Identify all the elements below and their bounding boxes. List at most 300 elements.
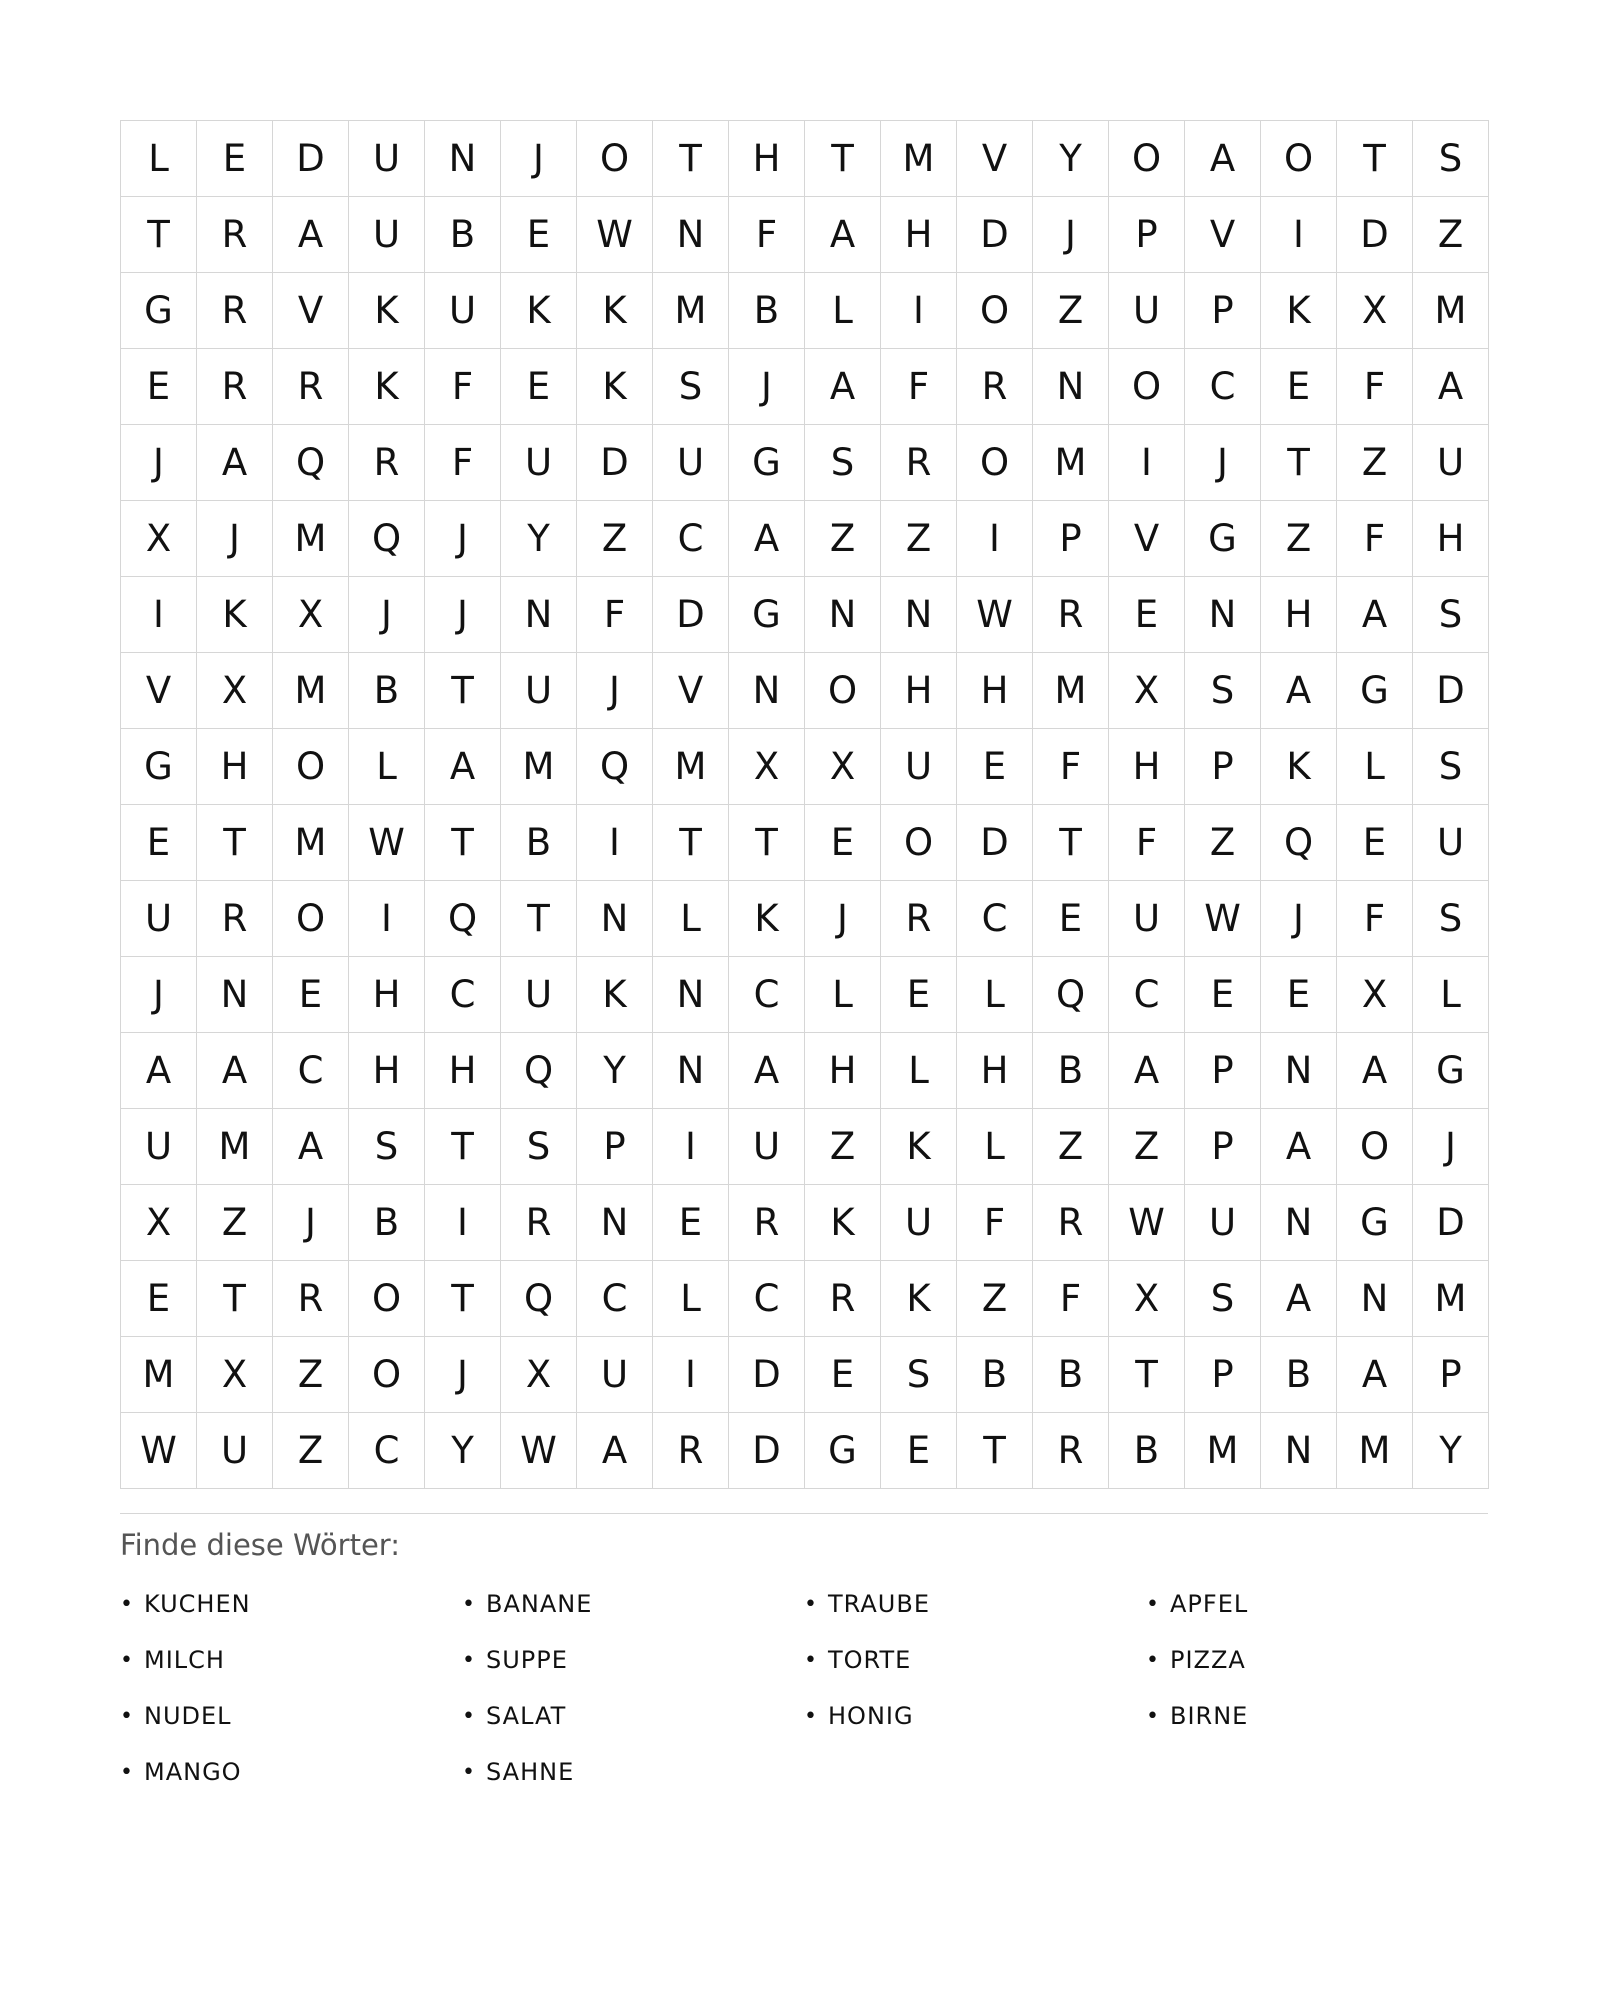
grid-cell[interactable]: A — [1337, 1033, 1413, 1109]
grid-cell[interactable]: H — [1261, 577, 1337, 653]
grid-cell[interactable]: Z — [1185, 805, 1261, 881]
grid-cell[interactable]: O — [273, 729, 349, 805]
grid-cell[interactable]: L — [957, 1109, 1033, 1185]
grid-cell[interactable]: R — [881, 881, 957, 957]
grid-cell[interactable]: A — [1261, 653, 1337, 729]
grid-cell[interactable]: T — [425, 653, 501, 729]
grid-cell[interactable]: I — [957, 501, 1033, 577]
grid-cell[interactable]: E — [957, 729, 1033, 805]
grid-cell[interactable]: Z — [577, 501, 653, 577]
grid-cell[interactable]: T — [1337, 121, 1413, 197]
grid-cell[interactable]: B — [349, 1185, 425, 1261]
grid-cell[interactable]: N — [1261, 1413, 1337, 1489]
grid-cell[interactable]: G — [729, 577, 805, 653]
grid-cell[interactable]: B — [1033, 1033, 1109, 1109]
grid-cell[interactable]: N — [197, 957, 273, 1033]
grid-cell[interactable]: S — [501, 1109, 577, 1185]
grid-cell[interactable]: F — [1033, 1261, 1109, 1337]
grid-cell[interactable]: J — [1185, 425, 1261, 501]
grid-cell[interactable]: J — [577, 653, 653, 729]
grid-cell[interactable]: N — [577, 1185, 653, 1261]
grid-cell[interactable]: G — [1185, 501, 1261, 577]
grid-cell[interactable]: S — [1185, 653, 1261, 729]
grid-cell[interactable]: Z — [1033, 273, 1109, 349]
grid-cell[interactable]: O — [957, 425, 1033, 501]
grid-cell[interactable]: A — [805, 349, 881, 425]
grid-cell[interactable]: N — [729, 653, 805, 729]
grid-cell[interactable]: J — [121, 425, 197, 501]
grid-cell[interactable]: Y — [1033, 121, 1109, 197]
grid-cell[interactable]: R — [881, 425, 957, 501]
grid-cell[interactable]: M — [273, 653, 349, 729]
grid-cell[interactable]: C — [957, 881, 1033, 957]
grid-cell[interactable]: V — [1109, 501, 1185, 577]
grid-cell[interactable]: B — [957, 1337, 1033, 1413]
grid-cell[interactable]: H — [425, 1033, 501, 1109]
grid-cell[interactable]: W — [957, 577, 1033, 653]
grid-cell[interactable]: M — [653, 729, 729, 805]
grid-cell[interactable]: U — [121, 881, 197, 957]
grid-cell[interactable]: X — [805, 729, 881, 805]
grid-cell[interactable]: P — [577, 1109, 653, 1185]
grid-cell[interactable]: T — [121, 197, 197, 273]
grid-cell[interactable]: D — [729, 1337, 805, 1413]
grid-cell[interactable]: R — [197, 197, 273, 273]
grid-cell[interactable]: S — [1413, 577, 1489, 653]
grid-cell[interactable]: X — [121, 501, 197, 577]
grid-cell[interactable]: Z — [957, 1261, 1033, 1337]
grid-cell[interactable]: J — [729, 349, 805, 425]
grid-cell[interactable]: F — [881, 349, 957, 425]
grid-cell[interactable]: E — [881, 1413, 957, 1489]
grid-cell[interactable]: H — [1109, 729, 1185, 805]
grid-cell[interactable]: B — [729, 273, 805, 349]
grid-cell[interactable]: Q — [577, 729, 653, 805]
grid-cell[interactable]: M — [1033, 425, 1109, 501]
grid-cell[interactable]: O — [805, 653, 881, 729]
grid-cell[interactable]: M — [501, 729, 577, 805]
grid-cell[interactable]: K — [577, 957, 653, 1033]
grid-cell[interactable]: B — [1109, 1413, 1185, 1489]
grid-cell[interactable]: O — [349, 1337, 425, 1413]
grid-cell[interactable]: M — [1185, 1413, 1261, 1489]
grid-cell[interactable]: D — [957, 197, 1033, 273]
grid-cell[interactable]: E — [1185, 957, 1261, 1033]
grid-cell[interactable]: Y — [425, 1413, 501, 1489]
grid-cell[interactable]: U — [1413, 805, 1489, 881]
grid-cell[interactable]: T — [653, 805, 729, 881]
grid-cell[interactable]: Z — [273, 1413, 349, 1489]
grid-cell[interactable]: T — [653, 121, 729, 197]
grid-cell[interactable]: I — [349, 881, 425, 957]
grid-cell[interactable]: X — [1109, 1261, 1185, 1337]
grid-cell[interactable]: I — [881, 273, 957, 349]
grid-cell[interactable]: H — [1413, 501, 1489, 577]
grid-cell[interactable]: R — [1033, 1185, 1109, 1261]
grid-cell[interactable]: U — [881, 729, 957, 805]
grid-cell[interactable]: Z — [197, 1185, 273, 1261]
grid-cell[interactable]: A — [1337, 577, 1413, 653]
grid-cell[interactable]: D — [273, 121, 349, 197]
grid-cell[interactable]: Q — [501, 1261, 577, 1337]
grid-cell[interactable]: R — [653, 1413, 729, 1489]
grid-cell[interactable]: A — [197, 425, 273, 501]
grid-cell[interactable]: J — [1413, 1109, 1489, 1185]
grid-cell[interactable]: O — [1261, 121, 1337, 197]
grid-cell[interactable]: L — [1337, 729, 1413, 805]
grid-cell[interactable]: M — [273, 501, 349, 577]
grid-cell[interactable]: S — [349, 1109, 425, 1185]
grid-cell[interactable]: N — [653, 1033, 729, 1109]
grid-cell[interactable]: K — [729, 881, 805, 957]
grid-cell[interactable]: M — [1413, 1261, 1489, 1337]
grid-cell[interactable]: Z — [1337, 425, 1413, 501]
grid-cell[interactable]: E — [1261, 349, 1337, 425]
grid-cell[interactable]: B — [501, 805, 577, 881]
grid-cell[interactable]: U — [653, 425, 729, 501]
grid-cell[interactable]: O — [1337, 1109, 1413, 1185]
grid-cell[interactable]: L — [881, 1033, 957, 1109]
grid-cell[interactable]: H — [349, 1033, 425, 1109]
grid-cell[interactable]: C — [1185, 349, 1261, 425]
grid-cell[interactable]: H — [349, 957, 425, 1033]
grid-cell[interactable]: D — [1413, 653, 1489, 729]
grid-cell[interactable]: W — [349, 805, 425, 881]
grid-cell[interactable]: N — [577, 881, 653, 957]
grid-cell[interactable]: S — [1413, 121, 1489, 197]
grid-cell[interactable]: M — [197, 1109, 273, 1185]
grid-cell[interactable]: K — [501, 273, 577, 349]
grid-cell[interactable]: B — [349, 653, 425, 729]
grid-cell[interactable]: I — [653, 1337, 729, 1413]
grid-cell[interactable]: A — [1109, 1033, 1185, 1109]
grid-cell[interactable]: R — [197, 881, 273, 957]
grid-cell[interactable]: Z — [805, 1109, 881, 1185]
grid-cell[interactable]: K — [577, 349, 653, 425]
grid-cell[interactable]: G — [805, 1413, 881, 1489]
grid-cell[interactable]: X — [121, 1185, 197, 1261]
grid-cell[interactable]: A — [1413, 349, 1489, 425]
grid-cell[interactable]: U — [577, 1337, 653, 1413]
grid-cell[interactable]: L — [121, 121, 197, 197]
grid-cell[interactable]: I — [1109, 425, 1185, 501]
grid-cell[interactable]: C — [425, 957, 501, 1033]
grid-cell[interactable]: E — [1033, 881, 1109, 957]
grid-cell[interactable]: O — [1109, 349, 1185, 425]
grid-cell[interactable]: F — [577, 577, 653, 653]
grid-cell[interactable]: J — [197, 501, 273, 577]
grid-cell[interactable]: M — [1337, 1413, 1413, 1489]
grid-cell[interactable]: C — [729, 957, 805, 1033]
grid-cell[interactable]: A — [1261, 1109, 1337, 1185]
grid-cell[interactable]: U — [729, 1109, 805, 1185]
grid-cell[interactable]: G — [1337, 1185, 1413, 1261]
grid-cell[interactable]: X — [197, 1337, 273, 1413]
grid-cell[interactable]: Q — [1261, 805, 1337, 881]
grid-cell[interactable]: A — [729, 501, 805, 577]
grid-cell[interactable]: E — [273, 957, 349, 1033]
grid-cell[interactable]: H — [805, 1033, 881, 1109]
grid-cell[interactable]: J — [1033, 197, 1109, 273]
grid-cell[interactable]: Y — [501, 501, 577, 577]
grid-cell[interactable]: A — [1337, 1337, 1413, 1413]
grid-cell[interactable]: N — [1185, 577, 1261, 653]
grid-cell[interactable]: D — [1337, 197, 1413, 273]
grid-cell[interactable]: A — [729, 1033, 805, 1109]
grid-cell[interactable]: U — [501, 653, 577, 729]
grid-cell[interactable]: F — [1109, 805, 1185, 881]
grid-cell[interactable]: G — [729, 425, 805, 501]
grid-cell[interactable]: I — [1261, 197, 1337, 273]
grid-cell[interactable]: K — [349, 349, 425, 425]
grid-cell[interactable]: J — [425, 577, 501, 653]
grid-cell[interactable]: J — [273, 1185, 349, 1261]
grid-cell[interactable]: X — [197, 653, 273, 729]
grid-cell[interactable]: N — [653, 957, 729, 1033]
grid-cell[interactable]: F — [1033, 729, 1109, 805]
grid-cell[interactable]: R — [273, 349, 349, 425]
grid-cell[interactable]: K — [1261, 729, 1337, 805]
grid-cell[interactable]: U — [1413, 425, 1489, 501]
grid-cell[interactable]: N — [653, 197, 729, 273]
grid-cell[interactable]: N — [1337, 1261, 1413, 1337]
grid-cell[interactable]: Z — [1109, 1109, 1185, 1185]
grid-cell[interactable]: U — [121, 1109, 197, 1185]
grid-cell[interactable]: F — [425, 349, 501, 425]
grid-cell[interactable]: U — [197, 1413, 273, 1489]
grid-cell[interactable]: P — [1033, 501, 1109, 577]
grid-cell[interactable]: A — [1261, 1261, 1337, 1337]
grid-cell[interactable]: X — [501, 1337, 577, 1413]
grid-cell[interactable]: L — [805, 957, 881, 1033]
grid-cell[interactable]: G — [1337, 653, 1413, 729]
grid-cell[interactable]: K — [881, 1109, 957, 1185]
grid-cell[interactable]: D — [1413, 1185, 1489, 1261]
grid-cell[interactable]: R — [501, 1185, 577, 1261]
grid-cell[interactable]: N — [425, 121, 501, 197]
grid-cell[interactable]: P — [1185, 1033, 1261, 1109]
grid-cell[interactable]: Z — [805, 501, 881, 577]
grid-cell[interactable]: A — [1185, 121, 1261, 197]
grid-cell[interactable]: A — [121, 1033, 197, 1109]
grid-cell[interactable]: G — [121, 729, 197, 805]
grid-cell[interactable]: K — [805, 1185, 881, 1261]
grid-cell[interactable]: A — [273, 197, 349, 273]
grid-cell[interactable]: T — [425, 1261, 501, 1337]
grid-cell[interactable]: L — [653, 1261, 729, 1337]
grid-cell[interactable]: J — [349, 577, 425, 653]
grid-cell[interactable]: U — [1109, 273, 1185, 349]
grid-cell[interactable]: S — [1413, 729, 1489, 805]
grid-cell[interactable]: R — [805, 1261, 881, 1337]
grid-cell[interactable]: H — [729, 121, 805, 197]
grid-cell[interactable]: R — [729, 1185, 805, 1261]
grid-cell[interactable]: E — [197, 121, 273, 197]
grid-cell[interactable]: E — [121, 1261, 197, 1337]
grid-cell[interactable]: R — [1033, 577, 1109, 653]
grid-cell[interactable]: V — [653, 653, 729, 729]
grid-cell[interactable]: Z — [273, 1337, 349, 1413]
grid-cell[interactable]: H — [197, 729, 273, 805]
grid-cell[interactable]: N — [1033, 349, 1109, 425]
grid-cell[interactable]: N — [501, 577, 577, 653]
grid-cell[interactable]: K — [197, 577, 273, 653]
grid-cell[interactable]: Z — [1033, 1109, 1109, 1185]
grid-cell[interactable]: M — [1033, 653, 1109, 729]
grid-cell[interactable]: E — [1337, 805, 1413, 881]
grid-cell[interactable]: R — [197, 273, 273, 349]
grid-cell[interactable]: T — [425, 1109, 501, 1185]
grid-cell[interactable]: U — [425, 273, 501, 349]
grid-cell[interactable]: L — [805, 273, 881, 349]
grid-cell[interactable]: B — [425, 197, 501, 273]
grid-cell[interactable]: F — [957, 1185, 1033, 1261]
grid-cell[interactable]: K — [881, 1261, 957, 1337]
grid-cell[interactable]: H — [957, 1033, 1033, 1109]
grid-cell[interactable]: F — [1337, 349, 1413, 425]
grid-cell[interactable]: R — [1033, 1413, 1109, 1489]
grid-cell[interactable]: A — [577, 1413, 653, 1489]
grid-cell[interactable]: D — [957, 805, 1033, 881]
grid-cell[interactable]: N — [1261, 1185, 1337, 1261]
grid-cell[interactable]: D — [729, 1413, 805, 1489]
grid-cell[interactable]: T — [425, 805, 501, 881]
grid-cell[interactable]: J — [425, 1337, 501, 1413]
grid-cell[interactable]: A — [805, 197, 881, 273]
grid-cell[interactable]: U — [1185, 1185, 1261, 1261]
grid-cell[interactable]: T — [1261, 425, 1337, 501]
grid-cell[interactable]: Y — [1413, 1413, 1489, 1489]
grid-cell[interactable]: S — [1413, 881, 1489, 957]
grid-cell[interactable]: J — [425, 501, 501, 577]
grid-cell[interactable]: U — [501, 425, 577, 501]
grid-cell[interactable]: T — [197, 1261, 273, 1337]
grid-cell[interactable]: E — [653, 1185, 729, 1261]
grid-cell[interactable]: T — [1033, 805, 1109, 881]
grid-cell[interactable]: E — [805, 805, 881, 881]
grid-cell[interactable]: S — [653, 349, 729, 425]
grid-cell[interactable]: E — [501, 349, 577, 425]
grid-cell[interactable]: B — [1261, 1337, 1337, 1413]
grid-cell[interactable]: C — [577, 1261, 653, 1337]
grid-cell[interactable]: I — [425, 1185, 501, 1261]
grid-cell[interactable]: S — [1185, 1261, 1261, 1337]
grid-cell[interactable]: N — [881, 577, 957, 653]
grid-cell[interactable]: M — [121, 1337, 197, 1413]
grid-cell[interactable]: H — [957, 653, 1033, 729]
grid-cell[interactable]: K — [577, 273, 653, 349]
grid-cell[interactable]: M — [273, 805, 349, 881]
grid-cell[interactable]: H — [881, 653, 957, 729]
grid-cell[interactable]: X — [1337, 957, 1413, 1033]
grid-cell[interactable]: P — [1185, 729, 1261, 805]
grid-cell[interactable]: C — [349, 1413, 425, 1489]
grid-cell[interactable]: S — [881, 1337, 957, 1413]
grid-cell[interactable]: U — [349, 121, 425, 197]
grid-cell[interactable]: G — [121, 273, 197, 349]
grid-cell[interactable]: R — [349, 425, 425, 501]
grid-cell[interactable]: T — [957, 1413, 1033, 1489]
grid-cell[interactable]: O — [577, 121, 653, 197]
grid-cell[interactable]: W — [577, 197, 653, 273]
grid-cell[interactable]: P — [1185, 1109, 1261, 1185]
grid-cell[interactable]: F — [425, 425, 501, 501]
grid-cell[interactable]: T — [729, 805, 805, 881]
grid-cell[interactable]: R — [197, 349, 273, 425]
grid-cell[interactable]: Q — [425, 881, 501, 957]
grid-cell[interactable]: T — [805, 121, 881, 197]
grid-cell[interactable]: D — [653, 577, 729, 653]
grid-cell[interactable]: S — [805, 425, 881, 501]
grid-cell[interactable]: L — [653, 881, 729, 957]
grid-cell[interactable]: L — [349, 729, 425, 805]
grid-cell[interactable]: K — [1261, 273, 1337, 349]
grid-cell[interactable]: E — [121, 805, 197, 881]
grid-cell[interactable]: N — [1261, 1033, 1337, 1109]
grid-cell[interactable]: C — [1109, 957, 1185, 1033]
grid-cell[interactable]: P — [1413, 1337, 1489, 1413]
grid-cell[interactable]: R — [957, 349, 1033, 425]
grid-cell[interactable]: X — [729, 729, 805, 805]
grid-cell[interactable]: O — [349, 1261, 425, 1337]
grid-cell[interactable]: O — [1109, 121, 1185, 197]
grid-cell[interactable]: E — [121, 349, 197, 425]
grid-cell[interactable]: D — [577, 425, 653, 501]
grid-cell[interactable]: R — [273, 1261, 349, 1337]
grid-cell[interactable]: A — [273, 1109, 349, 1185]
grid-cell[interactable]: M — [653, 273, 729, 349]
grid-cell[interactable]: U — [349, 197, 425, 273]
grid-cell[interactable]: E — [1261, 957, 1337, 1033]
grid-cell[interactable]: L — [957, 957, 1033, 1033]
grid-cell[interactable]: U — [1109, 881, 1185, 957]
grid-cell[interactable]: V — [273, 273, 349, 349]
grid-cell[interactable]: P — [1109, 197, 1185, 273]
grid-cell[interactable]: I — [121, 577, 197, 653]
grid-cell[interactable]: O — [957, 273, 1033, 349]
grid-cell[interactable]: K — [349, 273, 425, 349]
grid-cell[interactable]: Q — [273, 425, 349, 501]
grid-cell[interactable]: V — [121, 653, 197, 729]
grid-cell[interactable]: F — [1337, 501, 1413, 577]
grid-cell[interactable]: T — [501, 881, 577, 957]
grid-cell[interactable]: Q — [349, 501, 425, 577]
grid-cell[interactable]: B — [1033, 1337, 1109, 1413]
grid-cell[interactable]: W — [1109, 1185, 1185, 1261]
grid-cell[interactable]: O — [273, 881, 349, 957]
grid-cell[interactable]: W — [121, 1413, 197, 1489]
grid-cell[interactable]: O — [881, 805, 957, 881]
grid-cell[interactable]: J — [805, 881, 881, 957]
grid-cell[interactable]: J — [121, 957, 197, 1033]
grid-cell[interactable]: C — [653, 501, 729, 577]
grid-cell[interactable]: Y — [577, 1033, 653, 1109]
grid-cell[interactable]: C — [273, 1033, 349, 1109]
grid-cell[interactable]: V — [957, 121, 1033, 197]
grid-cell[interactable]: Z — [1261, 501, 1337, 577]
grid-cell[interactable]: P — [1185, 273, 1261, 349]
grid-cell[interactable]: E — [1109, 577, 1185, 653]
grid-cell[interactable]: W — [501, 1413, 577, 1489]
grid-cell[interactable]: J — [1261, 881, 1337, 957]
grid-cell[interactable]: Q — [501, 1033, 577, 1109]
grid-cell[interactable]: E — [881, 957, 957, 1033]
grid-cell[interactable]: I — [577, 805, 653, 881]
grid-cell[interactable]: P — [1185, 1337, 1261, 1413]
grid-cell[interactable]: Z — [1413, 197, 1489, 273]
grid-cell[interactable]: X — [273, 577, 349, 653]
grid-cell[interactable]: E — [805, 1337, 881, 1413]
